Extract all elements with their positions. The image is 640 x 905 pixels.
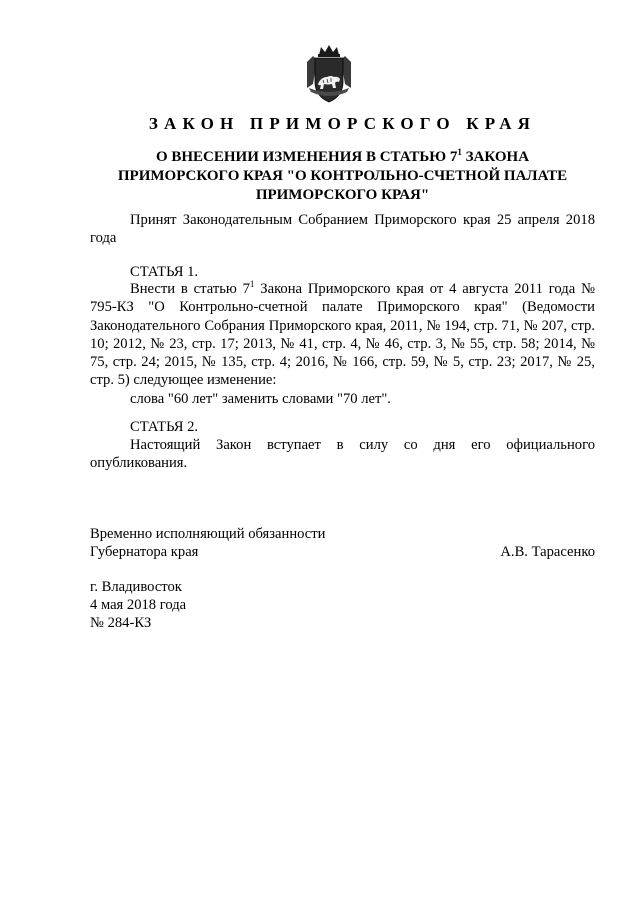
law-title-line-3: ПРИМОРСКОГО КРАЯ" bbox=[255, 187, 430, 203]
article-1-heading: СТАТЬЯ 1. bbox=[130, 264, 199, 280]
place-city: г. Владивосток bbox=[90, 579, 182, 595]
signatory-name: А.В. Тарасенко bbox=[500, 544, 595, 560]
place-date: 4 мая 2018 года bbox=[90, 597, 187, 613]
signature-block bbox=[90, 525, 595, 561]
law-heading: ЗАКОН ПРИМОРСКОГО КРАЯ bbox=[148, 114, 537, 133]
article-2-heading: СТАТЬЯ 2. bbox=[130, 419, 199, 435]
law-title-line-1: О ВНЕСЕНИИ ИЗМЕНЕНИЯ В СТАТЬЮ $7^1$ ЗАКОНА bbox=[155, 147, 530, 165]
place-date-block bbox=[90, 578, 186, 632]
signatory-row bbox=[90, 543, 595, 561]
article-1-paragraph-2: слова "60 лет" заменить словами "70 лет". bbox=[130, 390, 391, 407]
law-number: № 284-КЗ bbox=[90, 615, 152, 631]
law-title-line-2: ПРИМОРСКОГО КРАЯ "О КОНТРОЛЬНО-СЧЕТНОЙ ПАЛАТЕ bbox=[117, 168, 568, 184]
law-title bbox=[90, 148, 595, 205]
adoption-note: Принят Законодательным Собранием Приморского края 25 апреля 2018 года bbox=[90, 212, 595, 246]
article-2-paragraph-1: Настоящий Закон вступает в силу со дня его официального опубликования. bbox=[90, 437, 595, 472]
signatory-position-line-2: Губернатора края bbox=[90, 544, 199, 560]
primorsky-krai-coat-of-arms-icon bbox=[303, 44, 355, 104]
article-1-body bbox=[90, 280, 595, 408]
signatory-position-line-1: Временно исполняющий обязанности bbox=[90, 526, 326, 542]
article-1-paragraph-1: Внести в статью $7^1$ Закона Приморского края от 4 августа 2011 года № 795-КЗ "О Контрольно-счетной палате Приморского края" (Ведомости Законодательного Собрания Приморского края, 2011, № 194, стр. 71, № 207, стр. 10; 2012, № 23, стр. 17; 2013, № 41, стр. 4, № 46, стр. 3, № 55, стр. 58; 2014, № 75, стр. 24; 2015, № 135, стр. 4; 2016, № 166, стр. 59, № 5, стр. 23; 2017, № 25, стр. 5) следующее изменение: bbox=[90, 279, 595, 389]
article-2-body bbox=[90, 436, 595, 473]
